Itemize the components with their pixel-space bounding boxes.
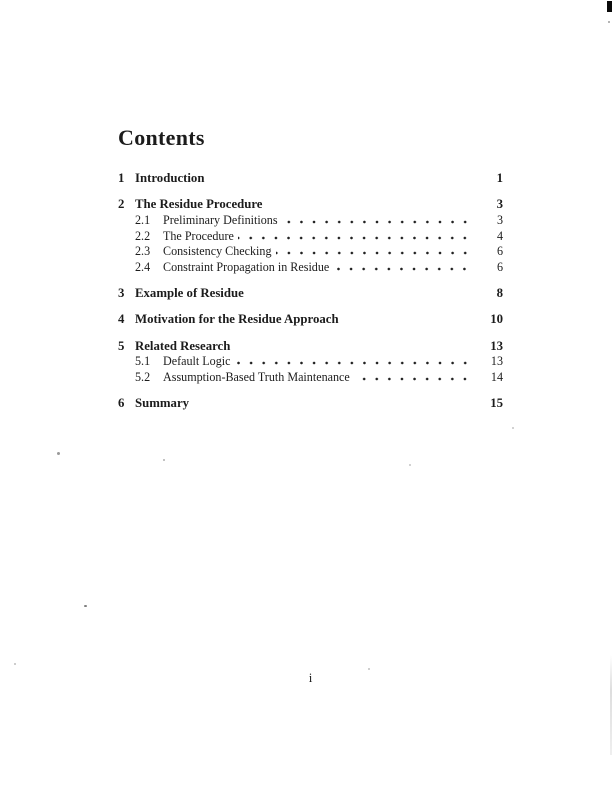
chapter-page-number: 13	[490, 338, 503, 353]
section-page-number: 14	[490, 370, 503, 385]
chapter-title: Summary	[135, 396, 190, 411]
toc-chapter-row	[118, 396, 503, 412]
scan-artifact-top-right	[607, 1, 612, 12]
section-title: The Procedure	[163, 228, 234, 243]
dot-leader	[235, 361, 474, 365]
toc-chapter-row	[118, 171, 503, 187]
contents-heading: Contents	[118, 125, 205, 150]
scan-speck	[14, 663, 16, 665]
section-title: Default Logic	[163, 354, 231, 369]
dot-leader	[276, 251, 474, 255]
toc-chapter-row	[118, 339, 503, 355]
toc-chapter-block	[118, 396, 503, 412]
chapter-page-number: 8	[496, 286, 503, 301]
section-page-number: 13	[490, 354, 503, 369]
chapter-page-number: 15	[490, 396, 503, 411]
dot-leader	[282, 220, 473, 224]
toc-section-row	[118, 354, 503, 370]
chapter-title: Motivation for the Residue Approach	[135, 312, 339, 327]
section-page-number: 6	[496, 260, 503, 275]
section-number: 2.2	[135, 228, 151, 243]
dot-leader	[354, 377, 473, 381]
chapter-page-number: 3	[496, 197, 503, 212]
toc-section-row	[118, 260, 503, 276]
toc-chapter-block	[118, 312, 503, 328]
section-number: 5.1	[135, 354, 151, 369]
toc-list	[118, 171, 503, 412]
chapter-title: Related Research	[135, 338, 231, 353]
chapter-title: Introduction	[135, 171, 205, 185]
page-number-footer: i	[308, 670, 313, 685]
chapter-number: 1	[118, 171, 125, 185]
section-number: 5.2	[135, 370, 151, 385]
toc-section-row	[118, 244, 503, 260]
scan-speck	[57, 452, 60, 455]
chapter-number: 2	[118, 197, 125, 212]
toc-section-row	[118, 213, 503, 229]
toc-section-row	[118, 229, 503, 245]
section-title: Constraint Propagation in Residue	[163, 260, 330, 275]
toc-section-row	[118, 370, 503, 386]
section-title: Consistency Checking	[163, 244, 272, 259]
toc-chapter-row	[118, 286, 503, 302]
section-page-number: 6	[496, 244, 503, 259]
scan-speck	[409, 464, 411, 466]
toc-chapter-block	[118, 197, 503, 276]
section-page-number: 3	[496, 212, 503, 227]
toc-chapter-block	[118, 339, 503, 386]
toc-chapter-block	[118, 171, 503, 187]
scan-speck	[512, 427, 514, 429]
chapter-title: The Residue Procedure	[135, 197, 263, 212]
section-title: Assumption-Based Truth Maintenance	[163, 370, 350, 385]
section-title: Preliminary Definitions	[163, 212, 278, 227]
dot-leader	[333, 267, 473, 271]
section-number: 2.3	[135, 244, 151, 259]
chapter-number: 4	[118, 312, 125, 327]
chapter-number: 5	[118, 338, 125, 353]
scan-speck	[84, 605, 87, 607]
chapter-number: 3	[118, 286, 125, 301]
chapter-page-number: 1	[496, 171, 503, 185]
section-number: 2.4	[135, 260, 151, 275]
toc-content	[118, 125, 503, 412]
toc-chapter-row	[118, 197, 503, 213]
scan-speck	[163, 459, 165, 461]
section-number: 2.1	[135, 212, 151, 227]
section-page-number: 4	[496, 228, 503, 243]
chapter-page-number: 10	[490, 312, 503, 327]
toc-chapter-block	[118, 286, 503, 302]
chapter-number: 6	[118, 396, 125, 411]
toc-chapter-row	[118, 312, 503, 328]
dot-leader	[238, 236, 473, 240]
scan-speck	[608, 21, 610, 23]
chapter-title: Example of Residue	[135, 286, 244, 301]
